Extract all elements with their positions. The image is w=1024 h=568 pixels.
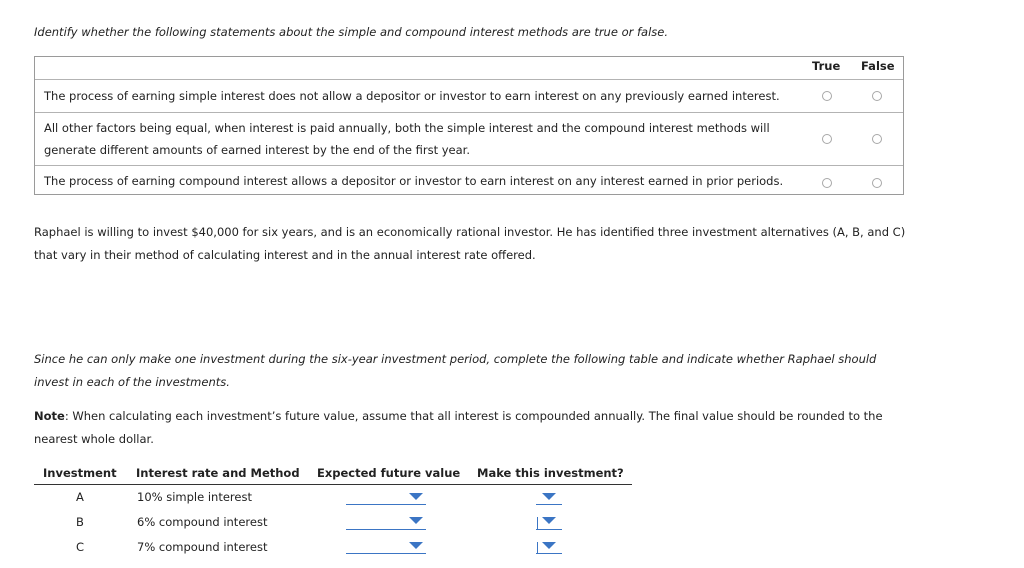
instruction-text	[34, 348, 876, 394]
dropdown-underline	[536, 504, 562, 505]
dropdown-arrow-icon[interactable]	[409, 493, 423, 500]
question-prompt: Identify whether the following statements about the simple and compound interest methods are true or false.	[34, 25, 669, 39]
statement-text	[44, 170, 804, 192]
true-radio[interactable]	[822, 178, 832, 188]
note-body: : When calculating each investment’s future value, assume that all interest is compounded annually. The final value should be rounded to the	[64, 409, 883, 423]
rate-method-cell: 7% compound interest	[137, 540, 268, 554]
statement-line: All other factors being equal, when interest is paid annually, both the simple interest and the compound interest methods will	[44, 121, 770, 135]
true-column-header: True	[812, 59, 841, 73]
dropdown-underline	[536, 553, 562, 554]
scenario-text	[34, 221, 905, 267]
rate-method-header: Interest rate and Method	[136, 466, 300, 480]
false-radio[interactable]	[872, 134, 882, 144]
dropdown-cursor	[537, 517, 538, 529]
note-text	[34, 405, 883, 451]
investment-header: Investment	[43, 466, 117, 480]
note-line	[34, 405, 883, 428]
dropdown-arrow-icon[interactable]	[542, 542, 556, 549]
statement-line: The process of earning compound interest allows a depositor or investor to earn interest on any interest earned in prior periods.	[44, 174, 784, 188]
dropdown-arrow-icon[interactable]	[542, 493, 556, 500]
note-line: nearest whole dollar.	[34, 432, 154, 446]
true-false-table	[34, 56, 904, 195]
false-radio[interactable]	[872, 178, 882, 188]
statement-line: generate different amounts of earned interest by the end of the first year.	[44, 143, 471, 157]
statement-row	[35, 112, 903, 166]
dropdown-underline	[536, 529, 562, 530]
dropdown-arrow-icon[interactable]	[542, 517, 556, 524]
investment-label: A	[76, 490, 84, 504]
false-column-header: False	[861, 59, 895, 73]
instruction-line: invest in each of the investments.	[34, 375, 230, 389]
false-radio[interactable]	[872, 91, 882, 101]
statement-row	[35, 79, 903, 113]
dropdown-underline	[346, 504, 426, 505]
scenario-line: that vary in their method of calculating interest and in the annual interest rate offered.	[34, 248, 536, 262]
dropdown-arrow-icon[interactable]	[409, 542, 423, 549]
future-value-header: Expected future value	[317, 466, 461, 480]
dropdown-arrow-icon[interactable]	[409, 517, 423, 524]
investment-label: C	[76, 540, 85, 554]
investment-label: B	[76, 515, 84, 529]
instruction-line: Since he can only make one investment during the six-year investment period, complete the following table and indicate whether Raphael should	[34, 352, 877, 366]
statement-row	[35, 165, 903, 195]
dropdown-underline	[346, 529, 426, 530]
header-divider	[34, 484, 632, 485]
true-radio[interactable]	[822, 91, 832, 101]
statement-line: The process of earning simple interest does not allow a depositor or investor to earn interest on any previously earned interest.	[44, 89, 780, 103]
dropdown-underline	[346, 553, 426, 554]
statement-text	[44, 117, 804, 161]
statement-text	[44, 85, 804, 107]
note-label: Note	[34, 409, 65, 423]
true-radio[interactable]	[822, 134, 832, 144]
rate-method-cell: 6% compound interest	[137, 515, 268, 529]
scenario-line: Raphael is willing to invest $40,000 for six years, and is an economically rational investor. He has identified three investment alternatives (A, B, and C)	[34, 225, 906, 239]
make-investment-header: Make this investment?	[477, 466, 624, 480]
rate-method-cell: 10% simple interest	[137, 490, 252, 504]
